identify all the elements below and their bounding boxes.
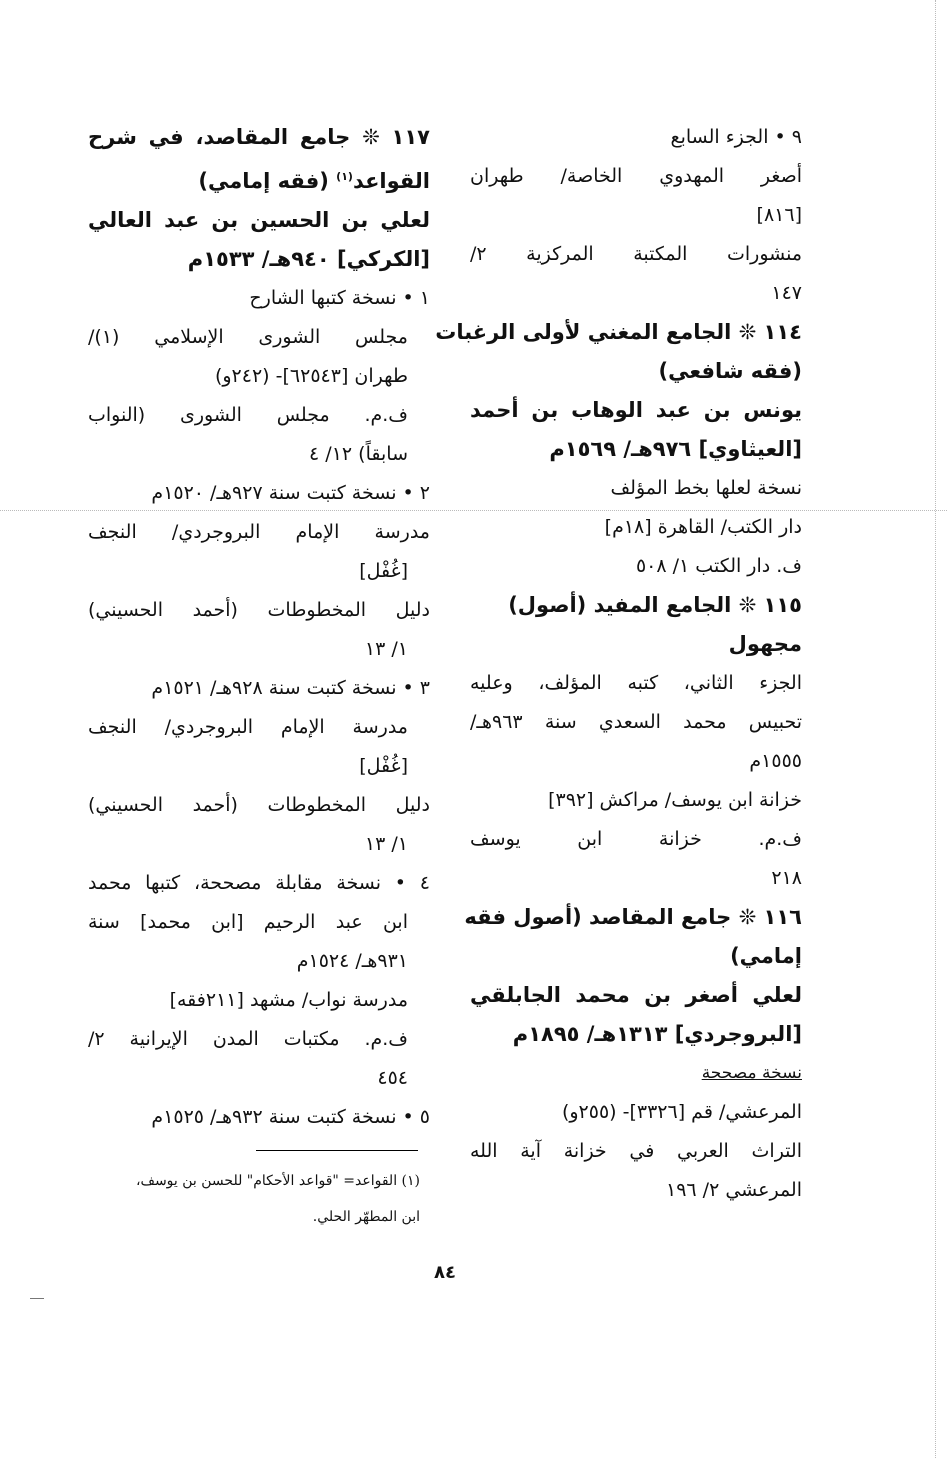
left-column-line: طهران [٦٢٥٤٣]- (٢٤٢و) [214,365,408,387]
left-column-line: ١/ ١٣ [364,638,408,660]
left-column-line: دليل المخطوطات (أحمد الحسيني) [88,794,430,816]
right-column-line: ف. دار الكتب ١/ ٥٠٨ [635,555,802,577]
right-column-line: المرعشي ٢/ ١٩٦ [666,1179,802,1201]
footnote-ref: (١) [336,170,353,183]
left-column-line: [غُفْل] [359,560,408,582]
right-column-line: الجزء الثاني، كتبه المؤلف، وعليه [470,672,802,694]
footnote [120,1163,420,1235]
right-column-line: أصغر المهدوي الخاصة/ طهران [470,165,802,187]
right-column-line: [البروجردي] ١٣١٣هـ/ ١٨٩٥م [512,1022,802,1046]
right-column-line: يونس بن عبد الوهاب بن أحمد [470,398,802,422]
right-column [435,118,802,1210]
right-column-line: لعلي أصغر بن محمد الجابلقي [470,983,802,1007]
left-column-line: مجلس الشورى الإسلامي (١)/ [88,326,408,348]
right-column-line: [العيثاوي] ٩٧٦هـ/ ١٥٦٩م [549,437,802,461]
left-column-line: ٤ • نسخة مقابلة مصححة، كتبها محمد [88,872,430,894]
footnote-rule [256,1150,418,1151]
footnote-line-2: ابن المطهّر الحلي. [312,1209,420,1225]
left-column-line: ٣ • نسخة كتبت سنة ٩٢٨هـ/ ١٥٢١م [151,677,430,699]
left-column-line: ١١٧ ❊ جامع المقاصد، في شرح [88,125,430,149]
left-column-line: ابن عبد الرحيم [ابن محمد] سنة [88,911,408,933]
left-column-line: ف.م. مجلس الشورى (النواب [88,404,408,426]
right-column-line: ٩ • الجزء السابع [670,126,802,148]
right-column-line: ف.م. خزانة ابن يوسف [470,828,802,850]
right-column-line: ١١٤ ❊ الجامع المغني لأولى الرغبات [435,320,802,344]
right-column-line: مجهول [728,632,802,656]
margin-mark [30,1298,44,1299]
header-tail: (فقه إمامي) [198,169,337,193]
right-column-line: (فقه شافعي) [658,359,802,383]
right-column-line: ١١٥ ❊ الجامع المفيد (أصول) [508,593,802,617]
left-column-line: ٩٣١هـ/ ١٥٢٤م [296,950,408,972]
right-column-line: [٨١٦] [756,204,802,226]
right-column-line: منشورات المكتبة المركزية ٢/ [470,243,802,265]
left-column-line: مدرسة الإمام البروجردي/ النجف [88,716,408,738]
right-column-line: التراث العربي في خزانة آية الله [470,1140,802,1162]
right-column-line: تحبيس محمد السعدي سنة ٩٦٣هـ/ [470,711,802,733]
left-column-line: لعلي بن الحسين بن عبد العالي [88,208,430,232]
left-column-line: ٥ • نسخة كتبت سنة ٩٣٢هـ/ ١٥٢٥م [151,1106,430,1128]
left-column-line: سابقاً) ١٢/ ٤ [309,443,408,465]
left-column-line: [الكركي] ٩٤٠هـ/ ١٥٣٣م [187,247,430,271]
left-column-line: مدرسة الإمام البروجردي/ النجف [88,521,430,543]
left-column-line: دليل المخطوطات (أحمد الحسيني) [88,599,430,621]
scan-edge-line [935,0,936,1458]
right-column-line: نسخة مصححة [701,1063,802,1083]
right-column-line: إمامي) [730,944,802,968]
right-column-line: خزانة ابن يوسف/ مراكش [٣٩٢] [548,789,802,811]
header-word: القواعد [352,169,430,193]
right-column-line: ١٤٧ [771,282,802,304]
right-column-line: ١٥٥٥م [749,750,802,772]
right-column-line: ٢١٨ [771,867,802,889]
right-column-line: نسخة لعلها بخط المؤلف [610,477,802,499]
left-column-line: مدرسة نواب/ مشهد [٢١١فقه] [169,989,408,1011]
left-column-line [88,157,430,201]
footnote-line-1: (١) القواعد= "قواعد الأحكام" للحسن بن يوسف، [135,1173,420,1189]
left-column [88,118,430,1137]
right-column-line: ١١٦ ❊ جامع المقاصد (أصول فقه [464,905,802,929]
page-number: ٨٤ [434,1262,456,1283]
right-column-line: المرعشي/ قم [٣٣٢٦]- (٢٥٥و) [561,1101,802,1123]
right-column-line: دار الكتب/ القاهرة [١٨م] [604,516,802,538]
left-column-line: ف.م. مكتبات المدن الإيرانية ٢/ [88,1028,408,1050]
left-column-line: ٤٥٤ [377,1067,408,1089]
left-column-line: ٢ • نسخة كتبت سنة ٩٢٧هـ/ ١٥٢٠م [151,482,430,504]
left-column-line: ١/ ١٣ [364,833,408,855]
left-column-line: [غُفْل] [359,755,408,777]
left-column-line: ١ • نسخة كتبها الشارح [249,287,430,309]
